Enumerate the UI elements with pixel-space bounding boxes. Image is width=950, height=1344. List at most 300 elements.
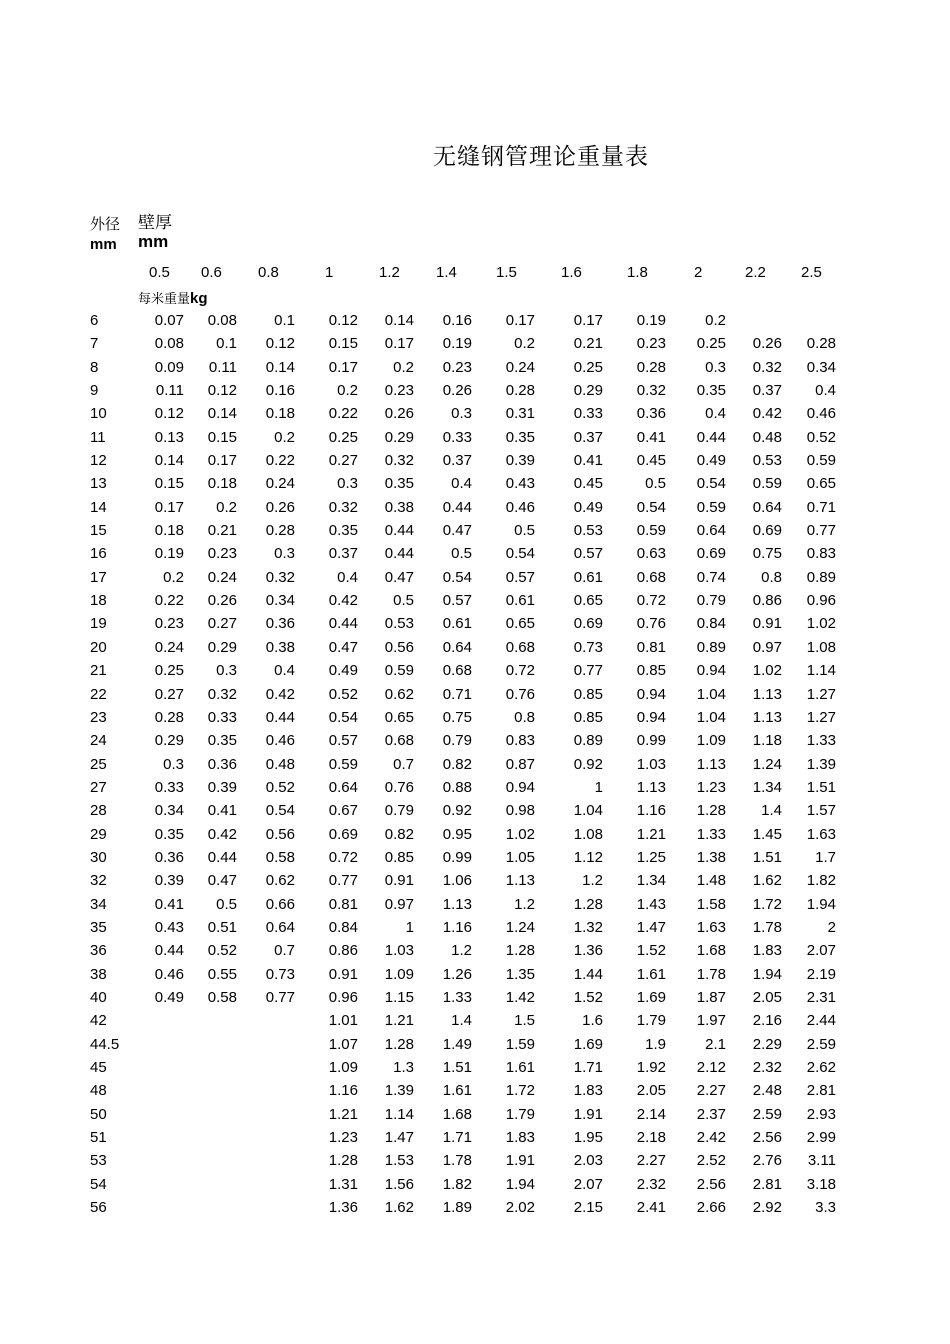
weight-cell: 0.59 [328,755,358,773]
table-row [0,685,950,708]
weight-cell: 0.34 [265,592,295,610]
weight-cell: 1.69 [636,988,666,1006]
weight-cell: 0.32 [636,382,666,400]
outer-diameter-cell: 7 [90,335,99,353]
outer-diameter-cell: 53 [90,1152,107,1170]
weight-cell: 1.56 [384,1175,414,1193]
table-row [0,638,950,661]
weight-cell: 1.4 [451,1012,472,1030]
outer-diameter-cell: 15 [90,522,107,540]
weight-cell: 1.48 [696,872,726,890]
weight-cell: 0.89 [696,638,726,656]
weight-cell: 0.11 [208,358,237,376]
outer-diameter-cell: 14 [90,498,107,516]
weight-cell: 0.43 [505,475,535,493]
outer-diameter-cell: 9 [90,382,99,400]
weight-cell: 0.67 [328,802,358,820]
weight-cell: 0.85 [573,708,603,726]
weight-cell: 1.94 [806,895,836,913]
weight-cell: 0.17 [154,498,184,516]
weight-cell: 2.41 [636,1199,666,1217]
weight-cell: 0.64 [752,498,782,516]
weight-cell: 1.39 [806,755,836,773]
weight-cell: 0.81 [636,638,666,656]
weight-cell: 1.23 [696,778,726,796]
weight-cell: 0.44 [442,498,472,516]
weight-cell: 0.25 [328,428,358,446]
outer-diameter-cell: 30 [90,848,107,866]
weight-cell: 2.76 [752,1152,782,1170]
weight-cell: 1.57 [806,802,836,820]
weight-cell: 0.24 [154,638,184,656]
table-row [0,801,950,824]
weight-cell: 0.32 [207,685,237,703]
weight-cell: 1.45 [752,825,782,843]
weight-cell: 1.13 [752,685,782,703]
weight-cell: 0.26 [265,498,295,516]
weight-cell: 0.99 [442,848,472,866]
weight-cell: 0.29 [384,428,414,446]
weight-cell: 0.35 [328,522,358,540]
weight-cell: 0.46 [806,405,836,423]
weight-cell: 0.3 [451,405,472,423]
weight-cell: 0.18 [154,522,184,540]
weight-cell: 0.25 [573,358,603,376]
table-row [0,895,950,918]
weight-cell: 0.87 [505,755,535,773]
weight-cell: 0.38 [265,638,295,656]
weight-cell: 0.2 [163,568,184,586]
weight-cell: 0.5 [216,895,237,913]
weight-cell: 0.18 [207,475,237,493]
outer-diameter-cell: 56 [90,1199,107,1217]
weight-cell: 0.19 [154,545,184,563]
weight-cell: 1.79 [636,1012,666,1030]
outer-diameter-cell: 35 [90,918,107,936]
wall-thickness-header: 1.5 [496,264,517,281]
weight-cell: 1.28 [573,895,603,913]
weight-cell: 1.15 [384,988,414,1006]
weight-cell: 0.44 [384,545,414,563]
weight-cell: 0.28 [265,522,295,540]
weight-cell: 0.79 [696,592,726,610]
weight-cell: 1.24 [505,918,535,936]
weight-cell: 0.34 [154,802,184,820]
weight-cell: 0.72 [328,848,358,866]
weight-cell: 0.07 [154,312,184,329]
weight-cell: 0.23 [207,545,237,563]
weight-cell: 0.33 [154,778,184,796]
weight-cell: 0.21 [573,335,603,353]
weight-cell: 0.61 [573,568,603,586]
weight-cell: 0.37 [328,545,358,563]
weight-cell: 1.36 [328,1199,358,1217]
weight-cell: 1.13 [752,708,782,726]
weight-cell: 0.32 [752,358,782,376]
weight-cell: 2.32 [636,1175,666,1193]
table-row [0,661,950,684]
weight-cell: 0.4 [705,405,726,423]
weight-cell: 0.61 [505,592,535,610]
weight-cell: 0.51 [207,918,237,936]
weight-cell: 0.39 [154,872,184,890]
weight-cell: 0.85 [384,848,414,866]
weight-cell: 0.25 [696,335,726,353]
weight-cell: 1.28 [328,1152,358,1170]
outer-diameter-cell: 29 [90,825,107,843]
weight-cell: 1.42 [505,988,535,1006]
weight-cell: 0.69 [696,545,726,563]
table-row [0,1105,950,1128]
weight-cell: 0.69 [328,825,358,843]
weight-cell: 0.75 [442,708,472,726]
table-row [0,451,950,474]
outer-diameter-cell: 51 [90,1129,107,1147]
weight-cell: 1.08 [806,638,836,656]
weight-cell: 0.86 [752,592,782,610]
wall-thickness-header: 2 [694,264,703,281]
weight-cell: 0.5 [393,592,414,610]
weight-cell: 1.72 [505,1082,535,1100]
weight-cell: 0.35 [696,382,726,400]
weight-cell: 2 [827,918,836,936]
weight-cell: 0.27 [328,452,358,470]
weight-cell: 1.58 [696,895,726,913]
weight-cell: 0.29 [573,382,603,400]
weight-cell: 1.62 [384,1199,414,1217]
weight-cell: 0.26 [752,335,782,353]
weight-cell: 3.11 [807,1152,836,1170]
weight-cell: 1.05 [505,848,535,866]
weight-cell: 1.52 [636,942,666,960]
wall-thickness-header-row [0,264,950,284]
weight-cell: 0.65 [573,592,603,610]
weight-cell: 0.65 [384,708,414,726]
outer-diameter-cell: 28 [90,802,107,820]
weight-cell: 0.21 [207,522,237,540]
weight-cell: 0.96 [806,592,836,610]
weight-cell: 1.23 [328,1129,358,1147]
weight-cell: 0.36 [265,615,295,633]
weight-cell: 0.68 [442,662,472,680]
weight-cell: 0.79 [384,802,414,820]
weight-cell: 0.12 [328,312,358,329]
weight-cell: 0.54 [696,475,726,493]
weight-cell: 0.84 [696,615,726,633]
table-row [0,825,950,848]
table-row [0,731,950,754]
table-row [0,1035,950,1058]
weight-cell: 1.63 [696,918,726,936]
weight-cell: 2.27 [696,1082,726,1100]
weight-cell: 0.26 [442,382,472,400]
weight-cell: 0.24 [505,358,535,376]
weight-cell: 1.82 [442,1175,472,1193]
weight-cell: 0.19 [442,335,472,353]
weight-cell: 2.02 [505,1199,535,1217]
weight-cell: 0.61 [442,615,472,633]
weight-cell: 1.91 [573,1105,603,1123]
weight-cell: 1.28 [696,802,726,820]
weight-cell: 1.51 [442,1059,472,1076]
weight-cell: 0.38 [384,498,414,516]
table-row [0,311,950,334]
weight-cell: 0.11 [155,382,184,400]
weight-per-meter-text: 每米重量 [138,292,191,307]
weight-cell: 0.83 [505,732,535,750]
weight-cell: 0.35 [384,475,414,493]
weight-cell: 0.16 [442,312,472,329]
weight-cell: 2.44 [806,1012,836,1030]
weight-cell: 1.03 [384,942,414,960]
wall-thickness-label: 壁厚 [138,213,172,233]
outer-diameter-unit: mm [90,236,117,253]
weight-cell: 3.18 [806,1175,836,1193]
weight-cell: 1.04 [696,685,726,703]
outer-diameter-cell: 18 [90,592,107,610]
weight-cell: 2.81 [806,1082,836,1100]
table-row [0,1151,950,1174]
weight-cell: 0.89 [573,732,603,750]
table-row [0,498,950,521]
weight-cell: 0.2 [274,428,295,446]
weight-cell: 0.3 [216,662,237,680]
weight-cell: 0.29 [207,638,237,656]
weight-cell: 0.2 [216,498,237,516]
weight-cell: 1.33 [442,988,472,1006]
weight-cell: 0.22 [154,592,184,610]
weight-cell: 0.97 [752,638,782,656]
weight-cell: 1.47 [636,918,666,936]
weight-cell: 0.57 [442,592,472,610]
table-row [0,544,950,567]
weight-cell: 1.92 [636,1059,666,1076]
weight-cell: 0.23 [636,335,666,353]
weight-cell: 0.14 [154,452,184,470]
weight-cell: 0.33 [207,708,237,726]
weight-cell: 1.47 [384,1129,414,1147]
wall-thickness-header: 2.5 [801,264,822,281]
weight-cell: 1.39 [384,1082,414,1100]
weight-cell: 0.65 [505,615,535,633]
weight-cell: 1.32 [573,918,603,936]
weight-cell: 1.16 [636,802,666,820]
weight-cell: 0.48 [265,755,295,773]
weight-cell: 0.56 [265,825,295,843]
weight-cell: 0.59 [696,498,726,516]
weight-cell: 0.64 [328,778,358,796]
weight-cell: 0.52 [328,685,358,703]
weight-cell: 2.92 [752,1199,782,1217]
weight-cell: 0.99 [636,732,666,750]
weight-cell: 0.41 [154,895,184,913]
weight-cell: 1.18 [752,732,782,750]
weight-cell: 0.46 [154,965,184,983]
weight-cell: 0.94 [636,708,666,726]
weight-cell: 1.35 [505,965,535,983]
weight-cell: 0.72 [505,662,535,680]
weight-cell: 0.62 [265,872,295,890]
weight-cell: 0.94 [696,662,726,680]
weight-cell: 0.65 [806,475,836,493]
weight-cell: 0.91 [328,965,358,983]
weight-cell: 1.38 [696,848,726,866]
weight-cell: 0.43 [154,918,184,936]
weight-cell: 1.09 [696,732,726,750]
table-row [0,988,950,1011]
weight-cell: 0.41 [207,802,237,820]
weight-cell: 0.12 [207,382,237,400]
weight-cell: 2.1 [705,1035,726,1053]
weight-cell: 0.76 [636,615,666,633]
weight-cell: 0.73 [573,638,603,656]
weight-cell: 1.72 [752,895,782,913]
weight-cell: 1.69 [573,1035,603,1053]
wall-thickness-header: 1.2 [379,264,400,281]
weight-cell: 0.85 [636,662,666,680]
weight-cell: 1.34 [752,778,782,796]
weight-cell: 0.2 [705,312,726,329]
weight-cell: 0.4 [451,475,472,493]
weight-cell: 0.64 [696,522,726,540]
weight-cell: 0.82 [442,755,472,773]
weight-cell: 1.04 [696,708,726,726]
weight-cell: 1.33 [806,732,836,750]
weight-cell: 1.2 [514,895,535,913]
weight-cell: 0.37 [752,382,782,400]
weight-cell: 1.3 [393,1059,414,1076]
weight-cell: 1.21 [636,825,666,843]
weight-cell: 2.37 [696,1105,726,1123]
weight-cell: 0.2 [337,382,358,400]
weight-cell: 0.27 [154,685,184,703]
weight-cell: 0.53 [752,452,782,470]
weight-cell: 0.77 [265,988,295,1006]
outer-diameter-cell: 10 [90,405,107,423]
weight-cell: 1 [405,918,414,936]
weight-cell: 0.47 [442,522,472,540]
table-row [0,871,950,894]
table-row [0,428,950,451]
outer-diameter-cell: 22 [90,685,107,703]
weight-cell: 0.97 [384,895,414,913]
weight-cell: 0.25 [154,662,184,680]
wall-thickness-header: 1 [325,264,334,281]
outer-diameter-cell: 11 [90,428,106,446]
weight-cell: 0.83 [806,545,836,563]
weight-cell: 2.99 [806,1129,836,1147]
weight-cell: 0.45 [636,452,666,470]
weight-cell: 0.17 [328,358,358,376]
weight-cell: 1.78 [442,1152,472,1170]
weight-cell: 0.44 [696,428,726,446]
weight-cell: 1.02 [806,615,836,633]
weight-cell: 0.28 [505,382,535,400]
weight-cell: 0.5 [514,522,535,540]
weight-cell: 0.13 [154,428,184,446]
weight-cell: 0.46 [265,732,295,750]
weight-cell: 0.28 [154,708,184,726]
weight-cell: 0.14 [384,312,414,329]
weight-cell: 0.59 [636,522,666,540]
weight-cell: 1.27 [806,685,836,703]
weight-cell: 2.93 [806,1105,836,1123]
outer-diameter-cell: 36 [90,942,107,960]
weight-cell: 1.16 [328,1082,358,1100]
weight-cell: 0.81 [328,895,358,913]
weight-cell: 0.96 [328,988,358,1006]
weight-cell: 0.85 [573,685,603,703]
table-row [0,614,950,637]
weight-cell: 0.76 [384,778,414,796]
weight-cell: 0.53 [573,522,603,540]
weight-cell: 1.28 [505,942,535,960]
table-row [0,334,950,357]
weight-cell: 0.56 [384,638,414,656]
weight-cell: 1.71 [573,1059,603,1076]
weight-cell: 1.7 [815,848,836,866]
weight-cell: 1.07 [328,1035,358,1053]
weight-cell: 0.42 [328,592,358,610]
weight-cell: 0.34 [806,358,836,376]
weight-cell: 0.77 [573,662,603,680]
weight-cell: 1.94 [505,1175,535,1193]
weight-cell: 1.09 [384,965,414,983]
weight-cell: 0.08 [207,312,237,329]
weight-cell: 1.14 [806,662,836,680]
weight-cell: 0.3 [163,755,184,773]
weight-cell: 2.05 [752,988,782,1006]
weight-cell: 0.71 [806,498,836,516]
weight-cell: 1.13 [636,778,666,796]
weight-cell: 0.89 [806,568,836,586]
weight-cell: 0.62 [384,685,414,703]
weight-cell: 1.02 [505,825,535,843]
weight-cell: 0.47 [384,568,414,586]
weight-cell: 2.07 [806,942,836,960]
weight-cell: 0.26 [207,592,237,610]
wall-thickness-header: 0.8 [258,264,279,281]
weight-cell: 1.79 [505,1105,535,1123]
weight-cell: 0.59 [384,662,414,680]
weight-cell: 1.82 [806,872,836,890]
outer-diameter-cell: 8 [90,358,99,376]
outer-diameter-cell: 25 [90,755,107,773]
weight-cell: 0.47 [328,638,358,656]
weight-cell: 0.32 [328,498,358,516]
weight-cell: 1.02 [752,662,782,680]
weight-cell: 0.58 [207,988,237,1006]
weight-cell: 0.22 [265,452,295,470]
weight-cell: 0.32 [384,452,414,470]
weight-cell: 0.23 [442,358,472,376]
outer-diameter-cell: 50 [90,1105,107,1123]
table-row [0,521,950,544]
weight-cell: 0.53 [384,615,414,633]
weight-cell: 0.86 [328,942,358,960]
weight-cell: 0.14 [265,358,295,376]
weight-cell: 0.1 [216,335,237,353]
weight-cell: 1.06 [442,872,472,890]
weight-cell: 0.28 [806,335,836,353]
weight-cell: 0.95 [442,825,472,843]
weight-cell: 2.56 [752,1129,782,1147]
weight-cell: 2.07 [573,1175,603,1193]
weight-cell: 0.52 [207,942,237,960]
table-row [0,848,950,871]
weight-cell: 2.66 [696,1199,726,1217]
weight-cell: 1.33 [696,825,726,843]
